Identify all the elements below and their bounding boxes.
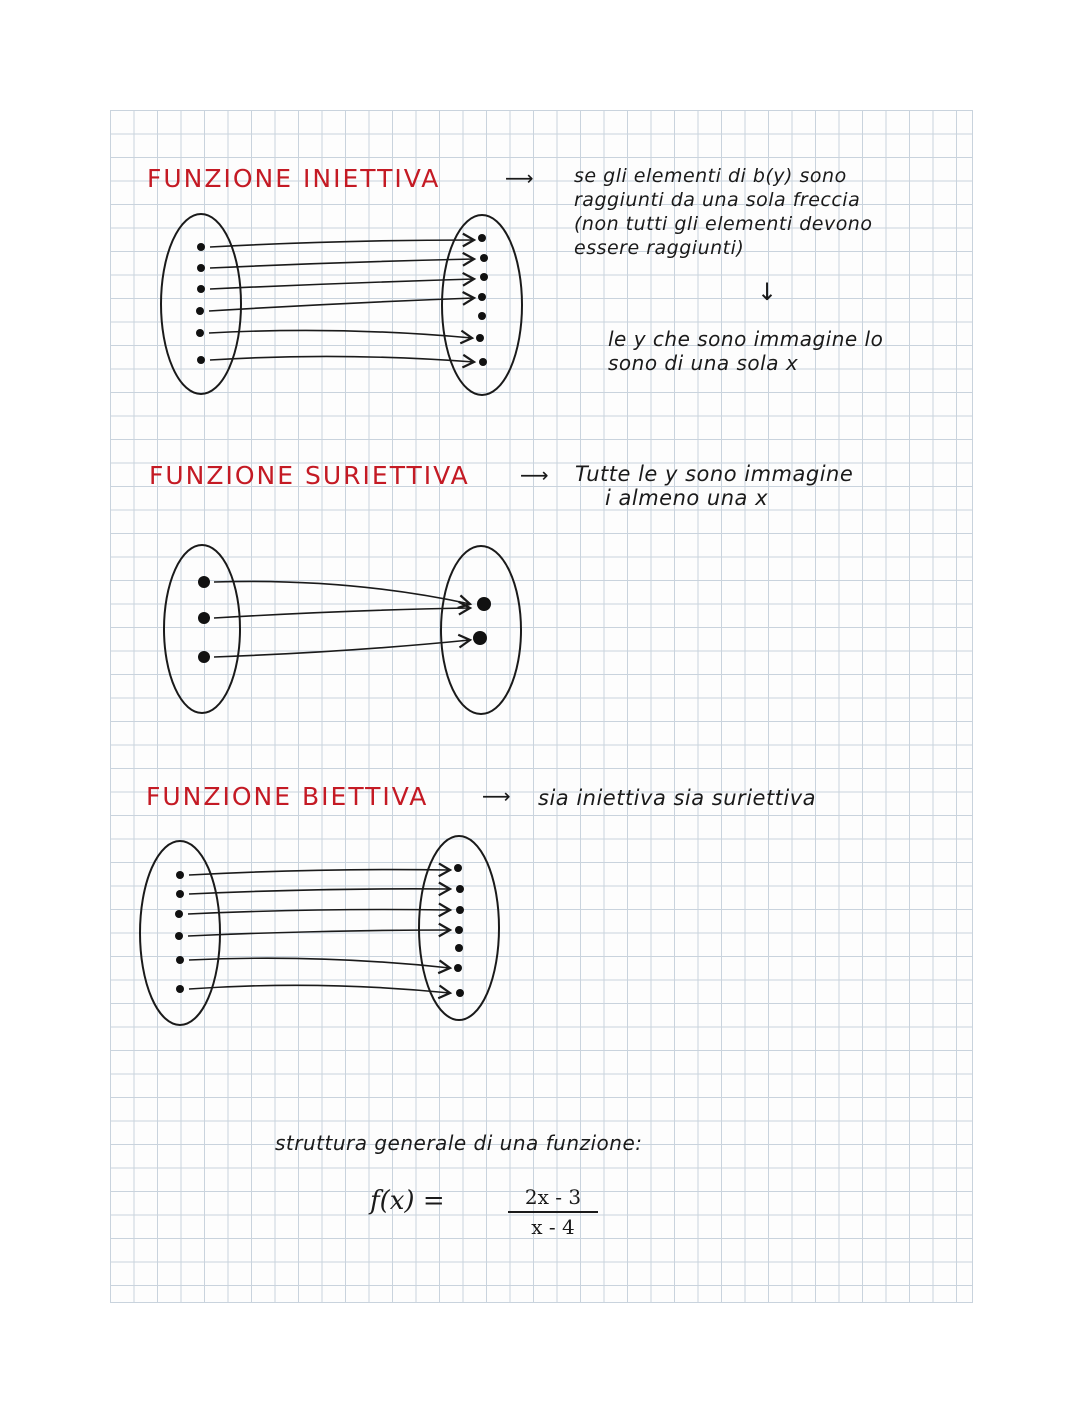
codomain-point [480,254,488,262]
mapping-arrow [188,930,450,936]
codomain-point [456,885,464,893]
injective-note-line: essere raggiunti) [574,237,745,259]
codomain-set [441,546,521,714]
formula-lhs: f(x) = [370,1186,445,1216]
codomain-point [455,926,463,934]
domain-point [198,651,210,663]
codomain-point [478,312,486,320]
mapping-arrow [189,889,450,894]
domain-point [197,243,205,251]
injective-note-line: raggiunti da una sola freccia [574,189,861,211]
injective-consequence-line: sono di una sola x [608,351,799,375]
domain-set [161,214,241,394]
surjective-note-line: i almeno una x [605,486,769,510]
surjective-arrow-icon: ⟶ [520,463,549,487]
formula-fraction [508,1185,598,1239]
codomain-point [456,906,464,914]
codomain-point [476,334,484,342]
injective-note-line: se gli elementi di b(y) sono [574,165,847,187]
codomain-point [455,944,463,952]
bijective-title: FUNZIONE BIETTIVA [146,782,429,811]
bijective-arrow-icon: ⟶ [482,784,511,808]
mapping-arrow [210,356,474,362]
mapping-arrow [214,640,470,657]
domain-point [176,871,184,879]
injective-arrow-icon: ⟶ [505,166,534,190]
mapping-arrow [210,240,474,247]
domain-point [197,356,205,364]
fraction-bar [508,1211,598,1213]
codomain-point [473,631,487,645]
codomain-point [479,358,487,366]
codomain-point [477,597,491,611]
domain-point [196,329,204,337]
mapping-arrow [210,279,474,289]
domain-point [197,285,205,293]
mapping-arrow [189,985,450,993]
domain-point [198,576,210,588]
surjective-note [575,462,853,510]
mapping-arrow [188,910,450,915]
injective-title: FUNZIONE INIETTIVA [147,164,441,193]
surjective-diagram [164,545,521,714]
formula-denominator: x - 4 [531,1215,575,1239]
domain-set [164,545,240,713]
domain-point [176,985,184,993]
codomain-point [454,864,462,872]
injective-note-line: (non tutti gli elementi devono [574,213,873,235]
injective-diagram [161,214,522,395]
domain-point [175,910,183,918]
mapping-arrow [209,298,474,311]
mapping-arrow [209,330,472,338]
bijective-note-line: sia iniettiva sia suriettiva [538,786,817,810]
codomain-point [454,964,462,972]
mapping-arrow [214,581,470,604]
bijective-note [538,786,816,810]
domain-point [176,890,184,898]
mapping-arrow [189,958,450,968]
surjective-title: FUNZIONE SURIETTIVA [149,461,470,490]
down-arrow-icon: ↓ [757,278,778,306]
codomain-point [478,293,486,301]
codomain-point [480,273,488,281]
codomain-point [456,989,464,997]
surjective-note-line: Tutte le y sono immagine [575,462,854,486]
domain-point [196,307,204,315]
mapping-arrow [189,870,450,875]
general-caption: struttura generale di una funzione: [275,1131,643,1155]
injective-consequence-line: le y che sono immagine lo [608,327,884,351]
domain-point [176,956,184,964]
mapping-arrow [210,259,474,268]
domain-point [197,264,205,272]
domain-point [175,932,183,940]
codomain-point [478,234,486,242]
bijective-diagram [140,836,499,1025]
mapping-arrow [214,608,470,618]
domain-point [198,612,210,624]
formula-numerator: 2x - 3 [524,1185,582,1209]
